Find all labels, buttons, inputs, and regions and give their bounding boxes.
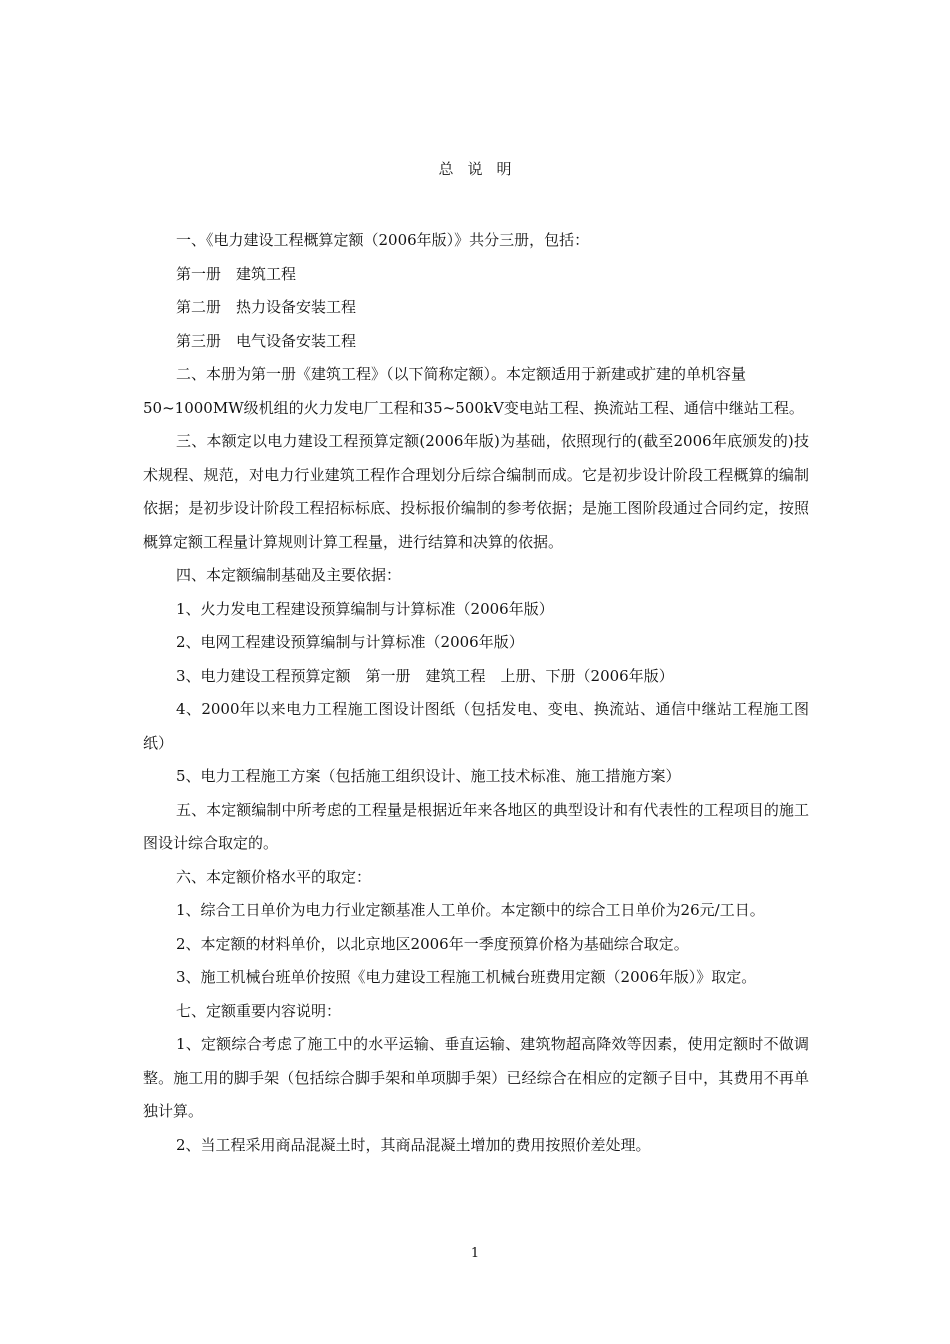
paragraph: 第一册 建筑工程 bbox=[176, 264, 297, 283]
paragraph: 第三册 电气设备安装工程 bbox=[176, 331, 357, 350]
paragraph: 4、2000年以来电力工程施工图设计图纸（包括发电、变电、换流站、通信中继站工程施工图纸） bbox=[143, 700, 809, 752]
paragraph: 3、电力建设工程预算定额 第一册 建筑工程 上册、下册（2006年版） bbox=[176, 666, 674, 685]
paragraph: 一、《电力建设工程概算定额（2006年版）》共分三册，包括： bbox=[176, 231, 590, 249]
page-title: 总说明 bbox=[438, 160, 526, 178]
paragraph: 50~1000MW级机组的火力发电厂工程和35~500kV变电站工程、换流站工程、通信中继站工程。 bbox=[143, 398, 804, 417]
paragraph: 1、综合工日单价为电力行业定额基准人工单价。本定额中的综合工日单价为26元/工日。 bbox=[176, 901, 765, 919]
paragraph: 四、本定额编制基础及主要依据： bbox=[176, 566, 402, 584]
paragraph: 三、本额定以电力建设工程预算定额(2006年版)为基础，依照现行的(截至2006年底颁发的)技术规程、规范，对电力行业建筑工程作合理划分后综合编制而成。它是初步设计阶段工程概算的编制依据；是初步设计阶段工程招标标底、投标报价编制的参考依据；是施工图阶段通过合同约定，按照概算定额工程量计算规则计算工程量，进行结算和决算的依据。 bbox=[143, 432, 809, 551]
paragraph: 五、本定额编制中所考虑的工程量是根据近年来各地区的典型设计和有代表性的工程项目的施工图设计综合取定的。 bbox=[143, 800, 809, 852]
page-number: 1 bbox=[470, 1246, 480, 1261]
paragraph: 3、施工机械台班单价按照《电力建设工程施工机械台班费用定额（2006年版）》取定。 bbox=[176, 968, 757, 986]
paragraph: 2、电网工程建设预算编制与计算标准（2006年版） bbox=[176, 633, 524, 651]
paragraph: 六、本定额价格水平的取定： bbox=[176, 867, 372, 886]
paragraph: 2、本定额的材料单价，以北京地区2006年一季度预算价格为基础综合取定。 bbox=[176, 934, 689, 953]
paragraph: 1、定额综合考虑了施工中的水平运输、垂直运输、建筑物超高降效等因素，使用定额时不做调整。施工用的脚手架（包括综合脚手架和单项脚手架）已经综合在相应的定额子目中，其费用不再单独计算。 bbox=[143, 1035, 809, 1120]
paragraph: 2、当工程采用商品混凝土时，其商品混凝土增加的费用按照价差处理。 bbox=[176, 1135, 651, 1154]
paragraph: 第二册 热力设备安装工程 bbox=[176, 298, 357, 316]
paragraph: 5、电力工程施工方案（包括施工组织设计、施工技术标准、施工措施方案） bbox=[176, 767, 681, 785]
document-body bbox=[143, 224, 809, 1162]
paragraph: 七、定额重要内容说明： bbox=[176, 1001, 342, 1020]
paragraph: 1、火力发电工程建设预算编制与计算标准（2006年版） bbox=[176, 599, 554, 618]
paragraph: 二、本册为第一册《建筑工程》（以下简称定额）。本定额适用于新建或扩建的单机容量 bbox=[176, 365, 747, 383]
